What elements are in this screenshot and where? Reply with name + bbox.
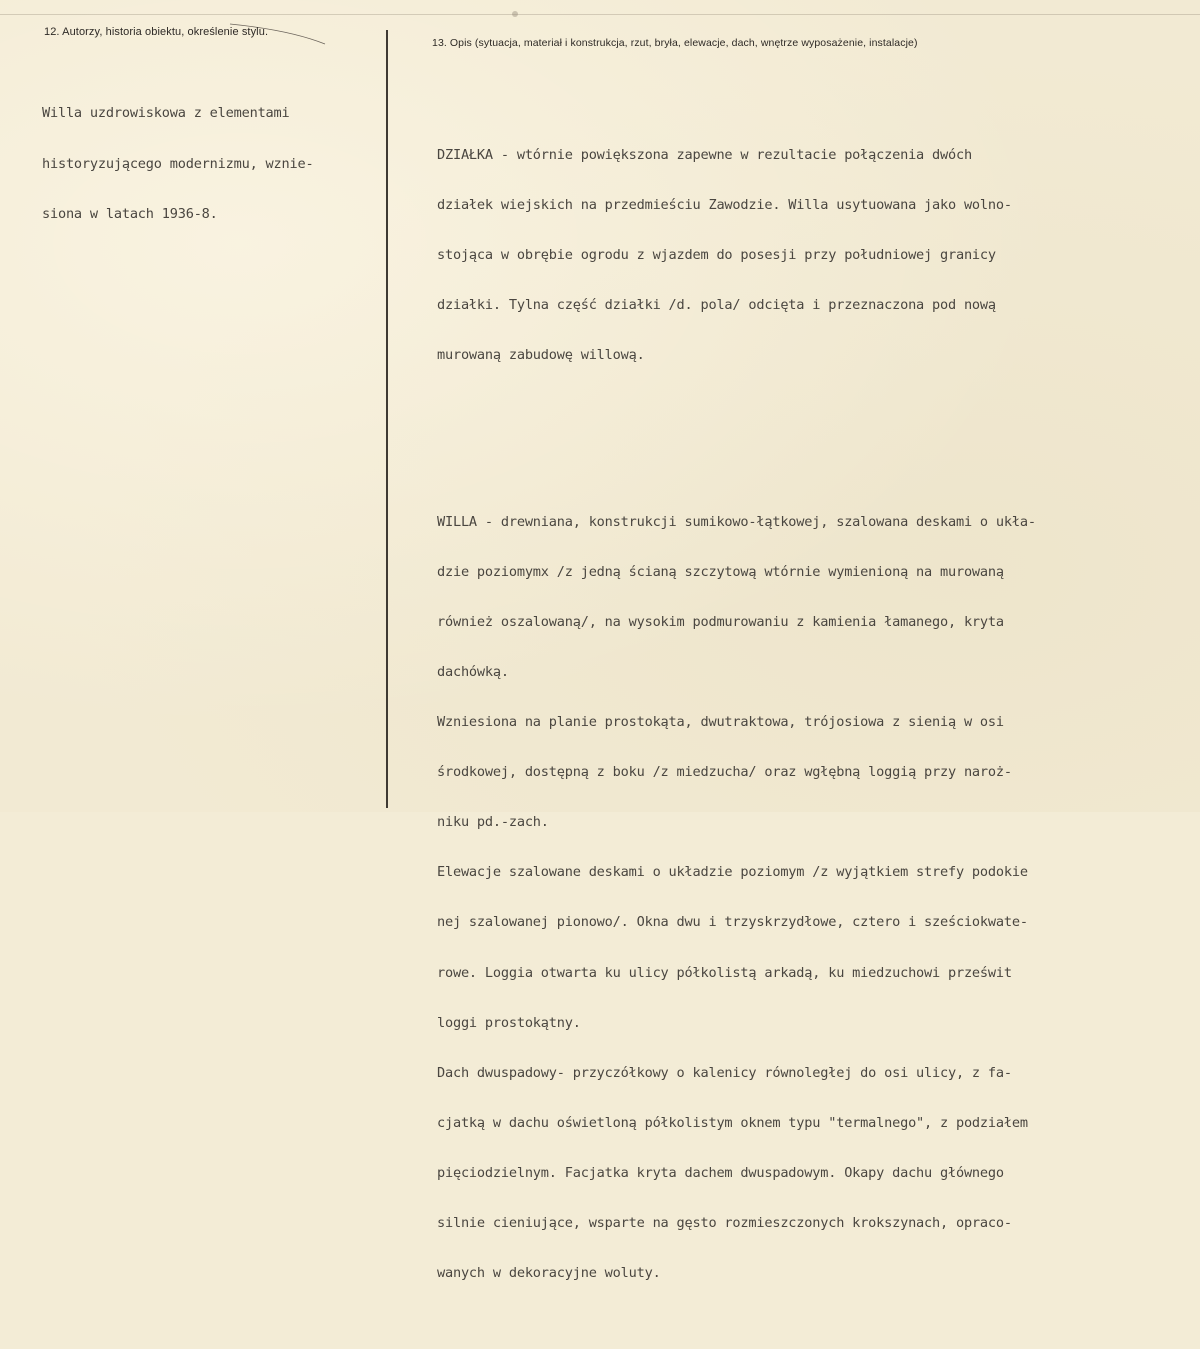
text-line: wanych w dekoracyjne woluty. [437, 1265, 661, 1282]
text-line: działek wiejskich na przedmieściu Zawodzie. Willa usytuowana jako wolno- [437, 196, 1012, 213]
column-divider [386, 30, 388, 808]
text-line: cjatką w dachu oświetloną półkolistym oknem typu "termalnego", z podziałem [437, 1114, 1028, 1131]
text-line: siona w latach 1936-8. [42, 205, 218, 222]
text-line: działki. Tylna część działki /d. pola/ odcięta i przeznaczona pod nową [437, 297, 996, 314]
text-line: nej szalowanej pionowo/. Okna dwu i trzyskrzydłowe, cztero i sześciokwate- [437, 914, 1028, 931]
text-line: rowe. Loggia otwarta ku ulicy półkolistą arkadą, ku miedzuchowi prześwit [437, 964, 1012, 981]
text-line: dzie poziomymx /z jedną ścianą szczytową wtórnie wymienioną na murowaną [437, 563, 1004, 580]
paper-mark [512, 11, 518, 17]
text-line: Elewacje szalowane deskami o układzie poziomym /z wyjątkiem strefy podokie [437, 864, 1028, 881]
text-line: Dach dwuspadowy- przyczółkowy o kalenicy równoległej do osi ulicy, z fa- [437, 1064, 1012, 1081]
text-line: dachówką. [437, 663, 509, 680]
text-line: niku pd.-zach. [437, 814, 549, 831]
text-line: WILLA - drewniana, konstrukcji sumikowo-łątkowej, szalowana deskami o ukła- [437, 513, 1036, 530]
paragraph-villa [437, 480, 1036, 1315]
authors-style-text [42, 72, 313, 256]
text-line: DZIAŁKA - wtórnie powiększona zapewne w rezultacie połączenia dwóch [437, 146, 972, 163]
text-line: środkowej, dostępną z boku /z miedzucha/ oraz wgłębną loggią przy naroż- [437, 764, 1012, 781]
text-line: murowaną zabudowę willową. [437, 347, 645, 364]
text-line: pięciodzielnym. Facjatka kryta dachem dwuspadowym. Okapy dachu głównego [437, 1165, 1004, 1181]
text-line: historyzującego modernizmu, wznie- [42, 155, 314, 172]
paragraph-gap [437, 431, 1036, 447]
text-line: Wzniesiona na planie prostokąta, dwutraktowa, trójosiowa z sienią w osi [437, 714, 1004, 731]
text-line: również oszalowaną/, na wysokim podmurowaniu z kamienia łamanego, kryta [437, 613, 1004, 630]
field-header-description: 13. Opis (sytuacja, materiał i konstrukcja, rzut, bryła, elewacje, dach, wnętrze wyposażenie, instalacje) [432, 37, 918, 49]
text-line: stojąca w obrębie ogrodu z wjazdem do posesji przy południowej granicy [437, 247, 996, 264]
text-line: Willa uzdrowiskowa z elementami [42, 105, 290, 122]
text-line: silnie cieniujące, wsparte na gęsto rozmieszczonych krokszynach, opraco- [437, 1215, 1012, 1232]
text-line: loggi prostokątny. [437, 1014, 581, 1031]
paragraph-plot [437, 113, 1036, 397]
description-text [437, 80, 1036, 1349]
field-header-authors: 12. Autorzy, historia obiektu, określenie stylu. [44, 26, 269, 38]
